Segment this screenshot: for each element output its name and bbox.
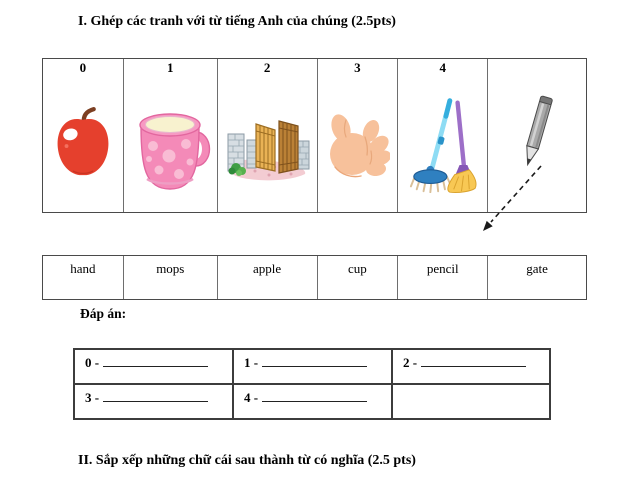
section2-title: II. Sắp xếp những chữ cái sau thành từ có nghĩa (2.5 pts) — [78, 453, 416, 468]
answer-prefix: 1 - — [244, 355, 259, 370]
answer-cell-3 — [75, 385, 234, 418]
word-bank-item: mops — [124, 256, 218, 299]
answer-row — [75, 385, 549, 418]
answer-cell-4 — [234, 385, 393, 418]
answer-prefix: 3 - — [85, 390, 100, 405]
picture-cell-mops — [398, 59, 488, 212]
answer-prefix: 2 - — [403, 355, 418, 370]
picture-cell-hand — [318, 59, 399, 212]
answer-key-label: Đáp án: — [80, 306, 127, 321]
hand-illustration — [318, 79, 398, 212]
apple-illustration — [43, 79, 123, 212]
pencil-illustration — [488, 79, 586, 212]
answer-cell-1 — [234, 350, 393, 385]
picture-cell-number: 3 — [354, 60, 361, 75]
picture-cell-gate — [218, 59, 318, 212]
picture-cell-number: 1 — [167, 60, 174, 75]
answer-blank-2[interactable] — [421, 354, 526, 367]
word-bank-item: hand — [43, 256, 124, 299]
word-bank-item: pencil — [398, 256, 488, 299]
picture-cell-pencil — [488, 59, 586, 212]
word-bank-item: gate — [526, 261, 548, 276]
answer-row — [75, 350, 549, 385]
answer-cell-empty — [393, 385, 549, 418]
picture-cell-cup — [124, 59, 218, 212]
answer-blank-4[interactable] — [262, 389, 367, 402]
answer-prefix: 4 - — [244, 390, 259, 405]
mops-illustration — [398, 79, 487, 212]
answer-blank-1[interactable] — [262, 354, 367, 367]
word-bank-item: apple — [218, 256, 318, 299]
answer-blank-empty — [407, 389, 512, 402]
picture-cell-apple — [43, 59, 124, 212]
section1-title: I. Ghép các tranh với từ tiếng Anh của chúng (2.5pts) — [78, 14, 396, 29]
answer-blank-0[interactable] — [103, 354, 208, 367]
gate-illustration — [218, 79, 317, 212]
picture-cell-number: 2 — [263, 60, 271, 75]
answer-cell-2 — [393, 350, 549, 385]
cup-illustration — [124, 79, 217, 212]
word-bank-item: cup — [318, 256, 399, 299]
word-bank-table — [42, 255, 587, 300]
answer-blank-3[interactable] — [103, 389, 208, 402]
answer-cell-0 — [75, 350, 234, 385]
picture-cell-number: 4 — [439, 60, 447, 75]
answer-prefix: 0 - — [85, 355, 100, 370]
picture-match-table — [42, 58, 587, 213]
picture-cell-number: 0 — [79, 60, 87, 75]
answer-table — [73, 348, 551, 420]
